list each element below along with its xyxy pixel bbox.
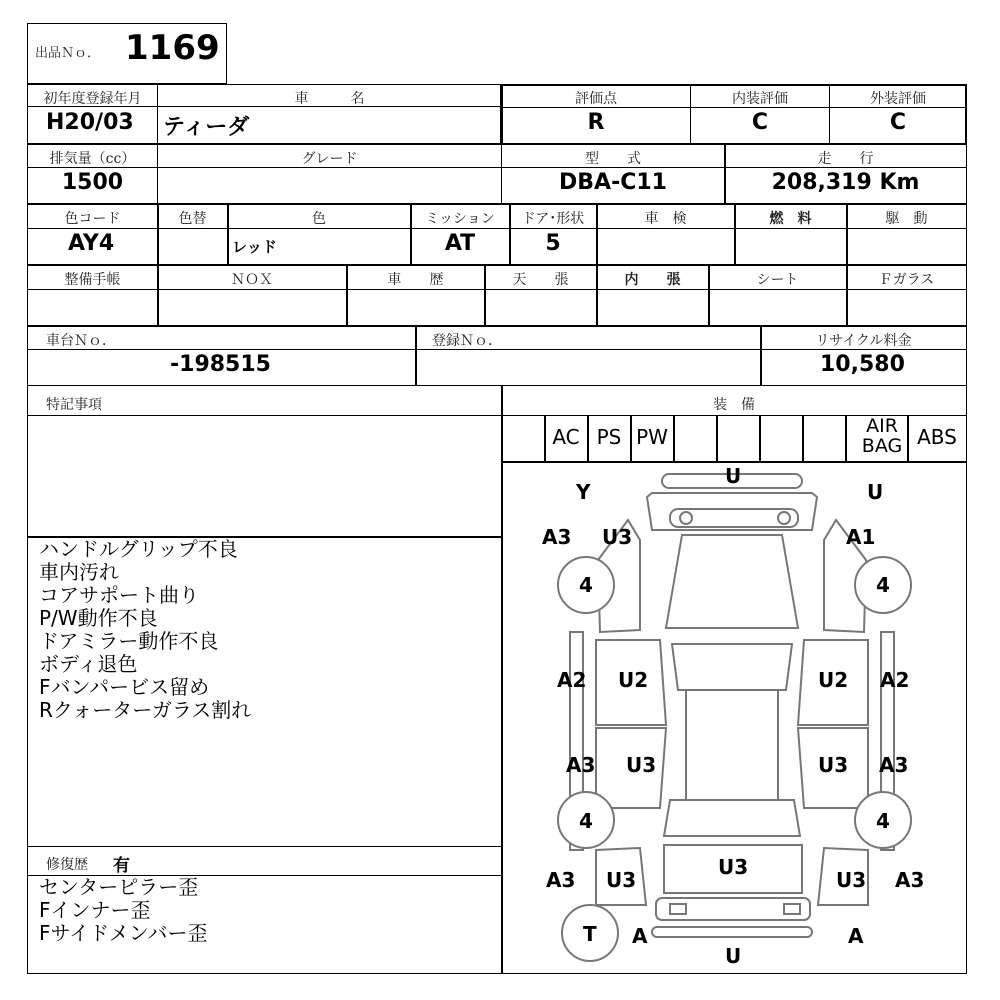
displacement-label: 排気量（cc） — [49, 151, 136, 167]
repair-line: センターピラー歪 — [39, 875, 199, 899]
diag-trunk: U3 — [718, 855, 749, 879]
registration-label: 登録Ｎｏ． — [432, 333, 502, 349]
color-label: 色 — [312, 211, 326, 227]
note-line: 車内汚れ — [39, 560, 119, 584]
mileage-label: 走 行 — [817, 151, 874, 167]
equipment-abs: ABS — [917, 425, 957, 449]
diag-tire-fr: 4 — [876, 573, 890, 597]
equipment-airbag: AIR BAG — [861, 415, 903, 457]
diag-rq-right-u: U3 — [836, 868, 867, 892]
diag-fd-right-a: A2 — [880, 668, 910, 692]
exterior-label: 外装評価 — [870, 91, 926, 107]
lot-number-value: 1169 — [125, 28, 220, 68]
recycle-value: 10,580 — [820, 352, 905, 377]
diag-rd-left-u: U3 — [626, 753, 657, 777]
mission-label: ミッション — [425, 211, 495, 227]
mission-value: AT — [444, 231, 476, 256]
notes-list — [39, 538, 251, 722]
eq-sep — [845, 416, 847, 462]
diag-fl-a: A3 — [542, 525, 572, 549]
diag-spare: T — [583, 922, 597, 946]
ceiling-label: 天 張 — [512, 272, 569, 288]
diag-rd-left-a: A3 — [566, 753, 596, 777]
chassis-value: -198515 — [170, 352, 271, 377]
maintenance-label: 整備手帳 — [64, 272, 121, 288]
roof-outline — [686, 690, 778, 800]
equipment-pw: PW — [636, 425, 668, 449]
diag-rear-bottom: U — [725, 944, 742, 968]
exterior-value: C — [889, 110, 907, 135]
color-change-label: 色替 — [178, 211, 207, 227]
door-value: 5 — [545, 231, 561, 256]
rear-bumper-outline — [656, 898, 810, 920]
diag-rq-left-a: A3 — [546, 868, 576, 892]
diag-rear-left: A — [632, 924, 648, 948]
color-value: レッド — [232, 238, 277, 256]
eq-sep — [759, 416, 761, 462]
note-line: ボディ退色 — [39, 652, 138, 676]
notes-label: 特記事項 — [46, 397, 102, 413]
diag-rq-left-u: U3 — [606, 868, 637, 892]
diag-fd-left-u: U2 — [618, 668, 649, 692]
eq-sep — [673, 416, 675, 462]
score-label: 評価点 — [575, 91, 617, 107]
diag-tire-rr: 4 — [876, 809, 890, 833]
color-code-label: 色コード — [64, 211, 121, 227]
diag-front-top: U — [725, 464, 742, 488]
diag-rear-right: A — [848, 924, 864, 948]
equipment-label: 装 備 — [713, 397, 755, 413]
eq-sep — [716, 416, 718, 462]
name-value: ティーダ — [163, 115, 250, 140]
displacement-value: 1500 — [61, 170, 124, 195]
inspection-label: 車 検 — [644, 211, 687, 227]
windshield-outline — [666, 535, 798, 628]
note-line: Rクォーターガラス割れ — [39, 698, 252, 722]
door-label: ドア･形状 — [521, 211, 585, 227]
diag-fd-right-u: U2 — [818, 668, 849, 692]
mileage-value: 208,319 Km — [771, 170, 920, 195]
diag-fd-left-a: A2 — [557, 668, 587, 692]
note-line: ドアミラー動作不良 — [39, 629, 219, 653]
roof-front-outline — [672, 644, 792, 690]
reg-value: H20/03 — [46, 110, 134, 135]
diag-rd-right-u: U3 — [818, 753, 849, 777]
interior-value: C — [751, 110, 769, 135]
diag-fr-a: A1 — [846, 525, 876, 549]
grade-label: グレード — [301, 151, 358, 167]
note-line: Fバンパービス留め — [39, 675, 210, 699]
seat-label: シート — [756, 272, 799, 288]
repair-line: Fサイドメンバー歪 — [39, 921, 208, 945]
name-label: 車 名 — [294, 91, 365, 107]
rear-window-outline — [664, 800, 800, 836]
repair-line: Fインナー歪 — [39, 898, 151, 922]
score-value: R — [587, 110, 605, 135]
note-line: コアサポート曲り — [39, 583, 199, 607]
reg-label: 初年度登録年月 — [43, 91, 142, 107]
history-label: 車 歴 — [387, 272, 444, 288]
equipment-ac: AC — [552, 425, 580, 449]
diag-rd-right-a: A3 — [879, 753, 909, 777]
fglass-label: Ｆガラス — [878, 272, 935, 288]
row5-sep-1 — [415, 326, 417, 386]
interior-label: 内装評価 — [732, 91, 788, 107]
repair-label: 修復歴 — [46, 857, 88, 873]
repair-list — [39, 876, 208, 945]
note-line: P/W動作不良 — [39, 606, 158, 630]
diag-front-right: U — [867, 480, 884, 504]
diag-rq-right-a: A3 — [895, 868, 925, 892]
recycle-label: リサイクル料金 — [815, 333, 912, 349]
lot-number-label: 出品Ｎｏ． — [35, 46, 101, 61]
diag-tire-rl: 4 — [579, 809, 593, 833]
nox-label: ＮＯＸ — [231, 272, 273, 288]
repair-header — [27, 846, 502, 876]
drive-label: 駆 動 — [885, 211, 928, 227]
note-line: ハンドルグリップ不良 — [39, 537, 238, 561]
repair-value: 有 — [113, 856, 130, 876]
model-label: 型 式 — [585, 151, 641, 167]
eq-sep — [802, 416, 804, 462]
model-value: DBA-C11 — [559, 170, 667, 195]
color-code-value: AY4 — [68, 231, 115, 256]
chassis-label: 車台Ｎｏ． — [46, 333, 116, 349]
diag-fl-u: U3 — [602, 525, 633, 549]
lining-label: 内 張 — [624, 272, 681, 288]
diag-front-left: Y — [576, 480, 591, 504]
fuel-label: 燃 料 — [769, 211, 812, 227]
diag-tire-fl: 4 — [579, 573, 593, 597]
car-damage-diagram — [502, 462, 966, 973]
equipment-ps: PS — [596, 425, 622, 449]
